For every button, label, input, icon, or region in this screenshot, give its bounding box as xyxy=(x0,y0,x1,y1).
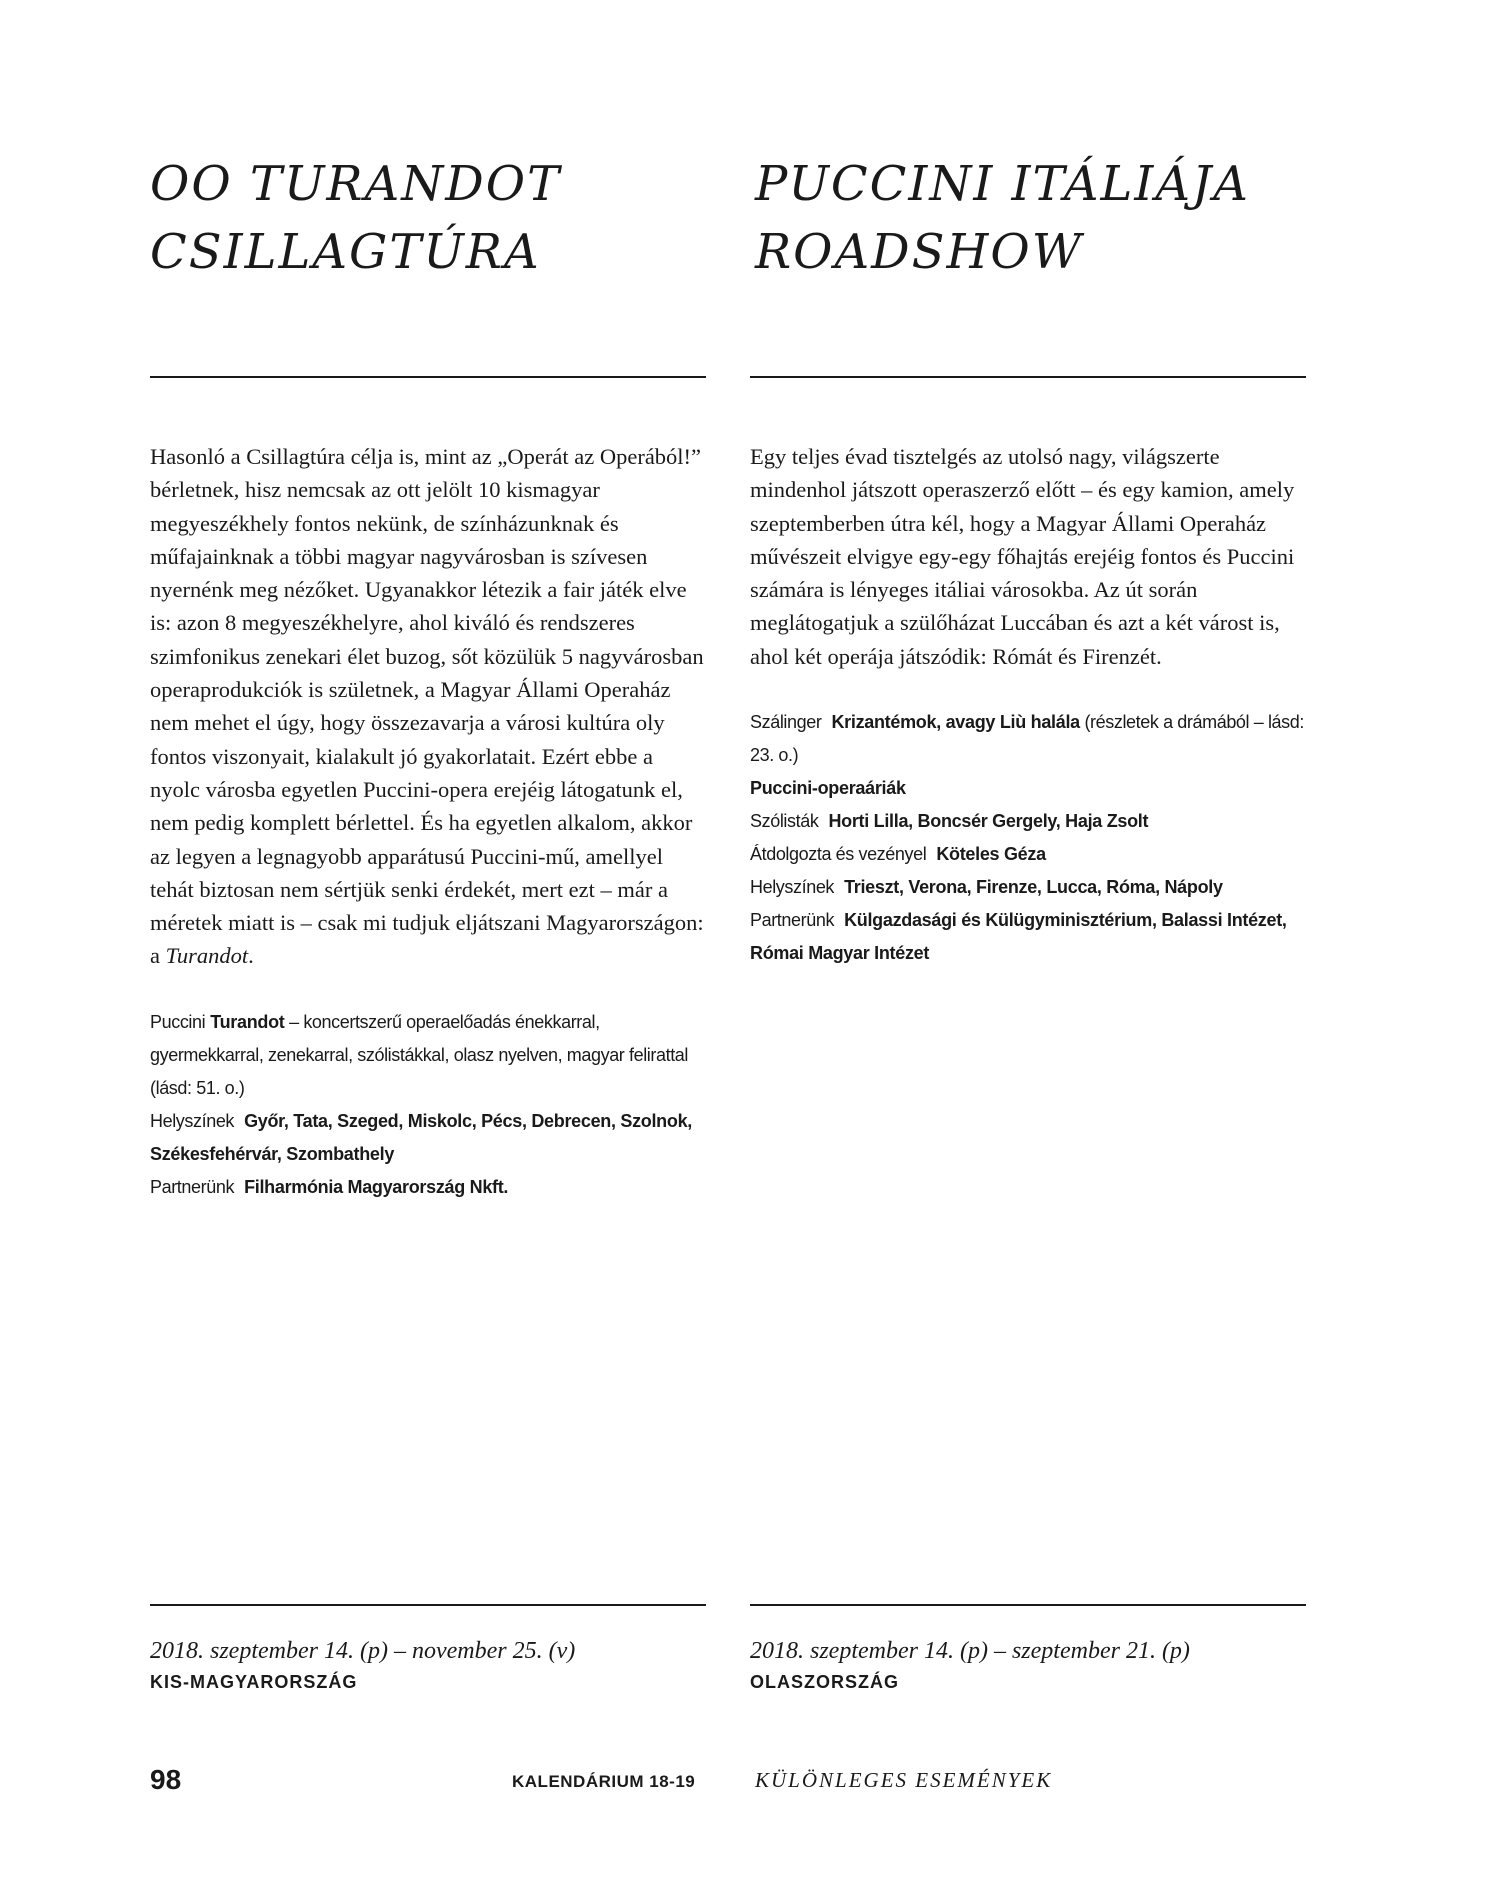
right-soloists-info xyxy=(750,805,1306,838)
right-work-label: Szálinger xyxy=(750,712,822,733)
right-body-column xyxy=(750,440,1306,970)
left-description-text: Hasonló a Csillagtúra célja is, mint az „Operát az Operából!” bérletnek, hisz nemcsak az ott jelölt 10 kismagyar megyeszékhely fontos nekünk, de színházunknak és műfajainknak a többi magyar nagyvárosban is szívesen nyernénk meg nézőket. Ugyanakkor létezik a fair játék elve is: azon 8 megyeszékhelyre, ahol kiváló és rendszeres szimfonikus zenekari élet buzog, sőt közülük 5 nagyvárosban operaprodukciók is születnek, a Magyar Állami Operaház nem mehet el úgy, hogy összezavarja a városi kultúra oly fontos viszonyait, kialakult jó gyakorlatait. Ezért ebbe a nyolc városba egyetlen Puccini-opera erejéig látogatunk el, nem pedig komplett bérlettel. És ha egyetlen alkalom, akkor az legyen a legnagyobb apparátusú Puccini-mű, amellyel tehát biztosan nem sértjük senki érdekét, mert ezt – már a méretek miatt is – csak mi tudjuk eljátszani Magyarországon: a xyxy=(150,444,704,969)
left-body-column xyxy=(150,440,706,1204)
left-work-description: – koncertszerű operaelőadás énekkarral, gyermekkarral, zenekarral, szólistákkal, olasz nyelven, magyar felirattal (lásd: 51. o.) xyxy=(150,1011,689,1098)
section-title: KÜLÖNLEGES ESEMÉNYEK xyxy=(755,1768,1053,1792)
right-venues-label: Helyszínek xyxy=(750,877,835,898)
left-description-emphasis: Turandot xyxy=(165,943,249,969)
right-partner-label: Partnerünk xyxy=(750,910,835,931)
left-date-range: 2018. szeptember 14. (p) – november 25. (v) xyxy=(150,1638,576,1664)
left-description xyxy=(150,440,706,973)
right-soloists-names: Horti Lilla, Boncsér Gergely, Haja Zsolt xyxy=(828,811,1149,832)
right-work-title: Krizantémok, avagy Liù halála xyxy=(831,712,1080,733)
right-soloists-label: Szólisták xyxy=(750,811,819,832)
left-partner-info xyxy=(150,1171,706,1204)
left-venues-info xyxy=(150,1105,706,1171)
right-work-info xyxy=(750,706,1306,772)
right-description: Egy teljes évad tisztelgés az utolsó nagy, világszerte mindenhol játszott operaszerző előtt – és egy kamion, amely szeptemberben útra kél, hogy a Magyar Állami Operaház művészeit elvigye egy-egy főhajtás erejéig fontos és Puccini számára is lényeges itáliai városokba. Az út során meglátogatjuk a szülőházat Luccában és azt a két várost is, ahol két operája játszódik: Rómát és Firenzét. xyxy=(750,444,1295,669)
left-location: KIS-MAGYARORSZÁG xyxy=(150,1672,358,1692)
right-title-line-2: ROADSHOW xyxy=(755,224,1084,280)
right-arias-info xyxy=(750,772,1306,805)
right-arias-title: Puccini-operaáriák xyxy=(750,778,906,799)
right-event-title xyxy=(755,150,1250,286)
left-work-info xyxy=(150,1006,706,1105)
left-work-title: Turandot xyxy=(210,1011,285,1032)
right-arranged-info xyxy=(750,838,1306,871)
right-arranged-label: Átdolgozta és vezényel xyxy=(750,844,927,865)
right-work-description: (részletek a drámából – lásd: 23. o.) xyxy=(750,712,1304,766)
left-event-title xyxy=(150,150,561,286)
left-title-line-1: OO TURANDOT xyxy=(150,156,562,212)
right-venues-info xyxy=(750,871,1306,904)
right-location: OLASZORSZÁG xyxy=(750,1672,899,1692)
right-bottom-divider xyxy=(750,1604,1306,1606)
left-partner-label: Partnerünk xyxy=(150,1176,235,1197)
left-title-line-2: CSILLAGTÚRA xyxy=(150,224,541,280)
right-top-divider xyxy=(750,376,1306,378)
left-description-end: . xyxy=(248,943,254,969)
right-date-range: 2018. szeptember 14. (p) – szeptember 21. (p) xyxy=(750,1638,1190,1664)
right-partner-info xyxy=(750,904,1306,970)
page-number: 98 xyxy=(150,1764,182,1795)
left-top-divider xyxy=(150,376,706,378)
left-venues-label: Helyszínek xyxy=(150,1110,235,1131)
right-venues-list: Trieszt, Verona, Firenze, Lucca, Róma, Nápoly xyxy=(844,877,1223,898)
right-partner-name: Külgazdasági és Külügyminisztérium, Balassi Intézet, Római Magyar Intézet xyxy=(750,910,1287,964)
left-work-label: Puccini xyxy=(150,1011,206,1032)
right-title-line-1: PUCCINI ITÁLIÁJA xyxy=(755,156,1250,212)
right-arranged-name: Köteles Géza xyxy=(936,844,1046,865)
left-bottom-divider xyxy=(150,1604,706,1606)
left-partner-name: Filharmónia Magyarország Nkft. xyxy=(244,1176,509,1197)
left-venues-list: Győr, Tata, Szeged, Miskolc, Pécs, Debrecen, Szolnok, Székesfehérvár, Szombathely xyxy=(150,1110,692,1164)
magazine-title: KALENDÁRIUM 18-19 xyxy=(512,1772,696,1791)
